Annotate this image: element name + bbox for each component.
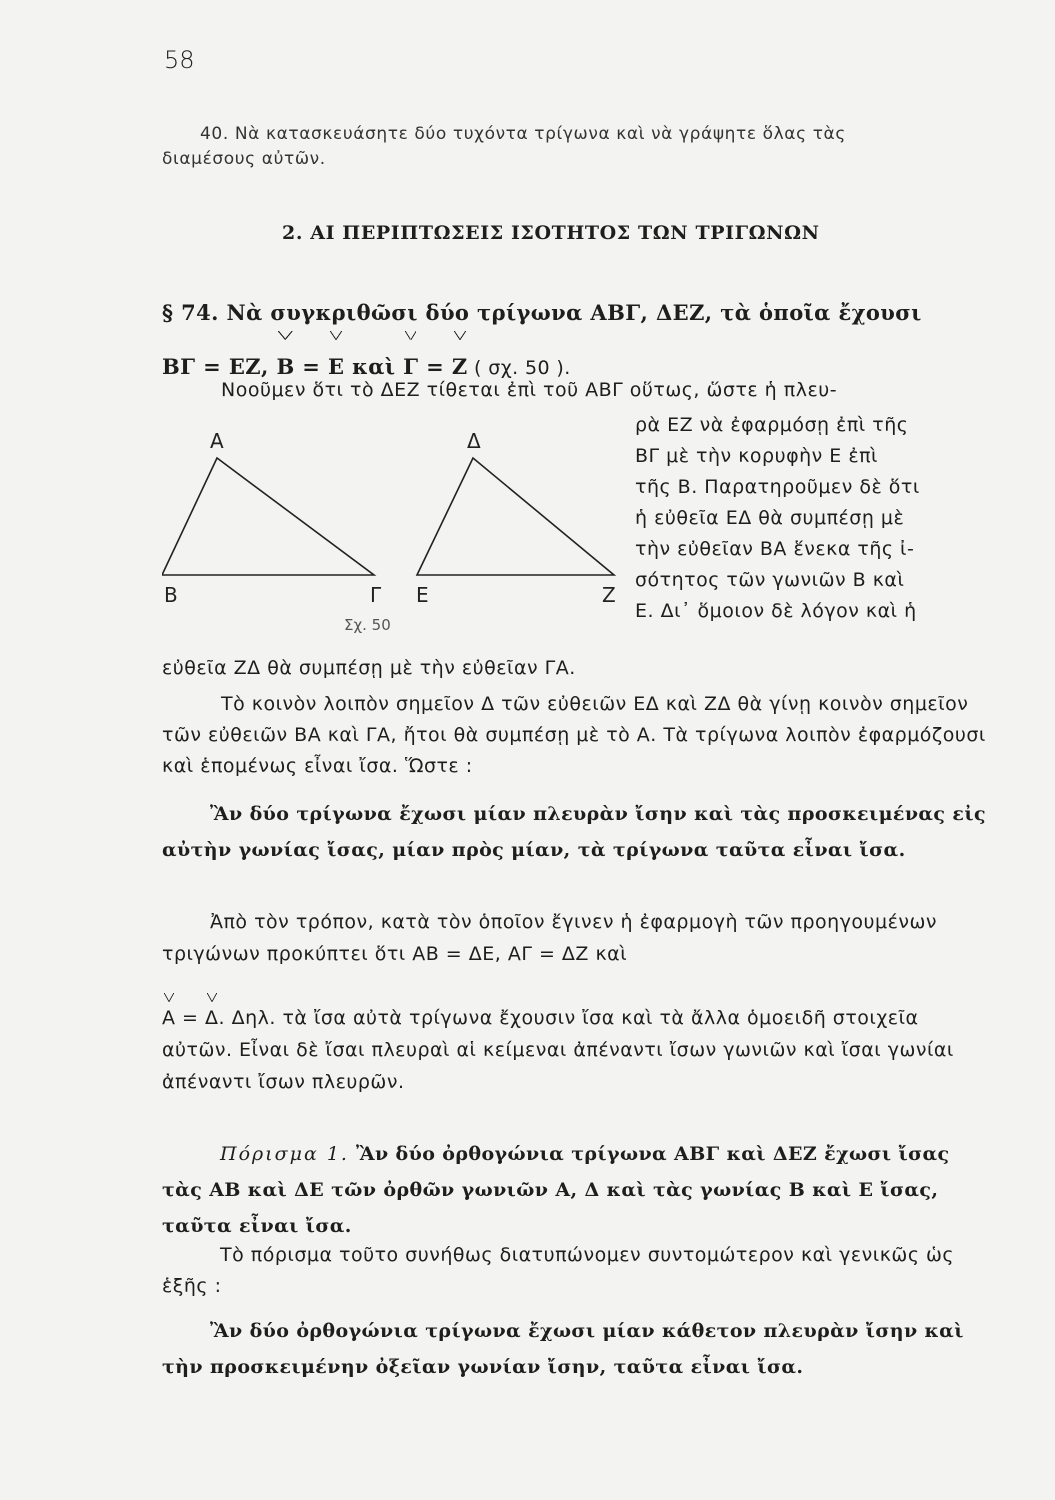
- paragraph-1-first-line: Νοοῦμεν ὅτι τὸ ΔΕΖ τίθεται ἐπὶ τοῦ ΑΒΓ οὕτως, ὥστε ἡ πλευ-: [221, 379, 838, 401]
- corollary-text: Ἂν δύο ὀρθογώνια τρίγωνα ΑΒΓ καὶ ΔΕΖ ἔχωσι ἴσας τὰς ΑΒ καὶ ΔΕ τῶν ὀρθῶν γωνιῶν Α, Δ καὶ τὰς γωνίας Β καὶ Ε ἴσας, ταῦτα εἶναι ἴσα.: [162, 1143, 950, 1237]
- side-line: Ε. Δι᾽ ὅμοιον δὲ λόγον καὶ ἡ: [635, 600, 917, 622]
- vertex-z-label: Ζ: [602, 583, 616, 607]
- triangle-abg: [162, 458, 374, 575]
- corollary-label: Πόρισμα 1.: [220, 1143, 349, 1165]
- side-line: ἡ εὐθεῖα ΕΔ θὰ συμπέσῃ μὲ: [635, 507, 905, 529]
- theorem-line-1: § 74. Νὰ συγκριθῶσι δύο τρίγωνα ΑΒΓ, ΔΕΖ, τὰ ὁποῖα ἔχουσι: [162, 300, 922, 325]
- paragraph-3-continued: [162, 1002, 992, 1098]
- exercise-line-1: 40. Νὰ κατασκευάσητε δύο τυχόντα τρίγωνα καὶ νὰ γράψητε ὅλας τὰς: [200, 124, 846, 144]
- vertex-a-label: Α: [210, 429, 224, 453]
- theorem-segment: ΒΓ = ΕΖ,: [162, 354, 277, 379]
- angle-e: Ε: [328, 340, 344, 394]
- theorem-segment: =: [294, 354, 329, 379]
- exercise-40: [162, 122, 992, 172]
- angle-b: Β: [276, 340, 294, 394]
- paragraph-1-end: εὐθεῖα ΖΔ θὰ συμπέσῃ μὲ τὴν εὐθεῖαν ΓΑ.: [162, 657, 576, 679]
- figure-side-text: [635, 410, 995, 627]
- theorem-statement: Ἂν δύο τρίγωνα ἔχωσι μίαν πλευρὰν ἴσην καὶ τὰς προσκειμένας εἰς αὐτὴν γωνίας ἴσας, μίαν πρὸς μίαν, τὰ τρίγωνα ταῦτα εἶναι ἴσα.: [162, 803, 986, 861]
- figure-50: [162, 370, 642, 670]
- corollary-1: [162, 1136, 992, 1244]
- side-line: ΒΓ μὲ τὴν κορυφὴν Ε ἐπὶ: [635, 445, 878, 467]
- angle-a: Α: [162, 1002, 176, 1034]
- theorem-segment: =: [418, 354, 452, 379]
- paragraph-2: Τὸ κοινὸν λοιπὸν σημεῖον Δ τῶν εὐθειῶν ΕΔ καὶ ΖΔ θὰ γίνῃ κοινὸν σημεῖον τῶν εὐθειῶν ΒΑ καὶ ΓΑ, ἤτοι θὰ συμπέσῃ μὲ τὸ Α. Τὰ τρίγωνα λοιπὸν ἐφαρμόζουσι καὶ ἑπομένως εἶναι ἴσα. Ὥστε :: [162, 693, 986, 777]
- equals-sign: =: [175, 1007, 205, 1029]
- page-number: 58: [164, 46, 195, 74]
- angle-g: Γ: [403, 340, 418, 394]
- angle-z: Ζ: [452, 340, 468, 394]
- theorem-segment: καὶ: [344, 354, 404, 379]
- side-line: σότητος τῶν γωνιῶν Β καὶ: [635, 569, 905, 591]
- side-line: ρὰ ΕΖ νὰ ἐφαρμόσῃ ἐπὶ τῆς: [635, 414, 909, 436]
- exercise-line-2: διαμέσους αὐτῶν.: [162, 149, 326, 169]
- vertex-b-label: Β: [164, 583, 178, 607]
- final-statement: Ἂν δύο ὀρθογώνια τρίγωνα ἔχωσι μίαν κάθετον πλευρὰν ἴσην καὶ τὴν προσκειμένην ὀξεῖαν γωνίαν ἴσην, ταῦτα εἶναι ἴσα.: [162, 1320, 964, 1378]
- side-line: τῆς Β. Παρατηροῦμεν δὲ ὅτι: [635, 476, 920, 498]
- vertex-d-label: Δ: [467, 429, 481, 453]
- triangles-diagram: [162, 370, 642, 670]
- paragraph-3: Ἀπὸ τὸν τρόπον, κατὰ τὸν ὁποῖον ἔγινεν ἡ ἐφαρμογὴ τῶν προηγουμένων τριγώνων προκύπτει ὅτι ΑΒ = ΔΕ, ΑΓ = ΔΖ καὶ: [162, 911, 938, 965]
- triangle-dez: [417, 458, 614, 575]
- vertex-g-label: Γ: [370, 583, 382, 607]
- section-heading: 2. ΑΙ ΠΕΡΙΠΤΩΣΕΙΣ ΙΣΟΤΗΤΟΣ ΤΩΝ ΤΡΙΓΩΝΩΝ: [282, 222, 820, 244]
- figure-caption: Σχ. 50: [344, 616, 391, 634]
- side-line: τὴν εὐθεῖαν ΒΑ ἕνεκα τῆς ἰ-: [635, 538, 915, 560]
- paragraph-4: Τὸ πόρισμα τοῦτο συνήθως διατυπώνομεν συντομώτερον καὶ γενικῶς ὡς ἑξῆς :: [162, 1244, 955, 1297]
- vertex-e-label: Ε: [416, 583, 429, 607]
- angle-d: Δ: [205, 1002, 219, 1034]
- paragraph-3-rest: . Δηλ. τὰ ἴσα αὐτὰ τρίγωνα ἔχουσιν ἴσα καὶ τὰ ἄλλα ὁμοειδῆ στοιχεῖα αὐτῶν. Εἶναι δὲ ἴσαι πλευραὶ αἱ κείμεναι ἀπέναντι ἴσων γωνιῶν καὶ ἴσαι γωνίαι ἀπέναντι ἴσων πλευρῶν.: [162, 1007, 954, 1093]
- figure-reference: ( σχ. 50 ).: [467, 357, 571, 379]
